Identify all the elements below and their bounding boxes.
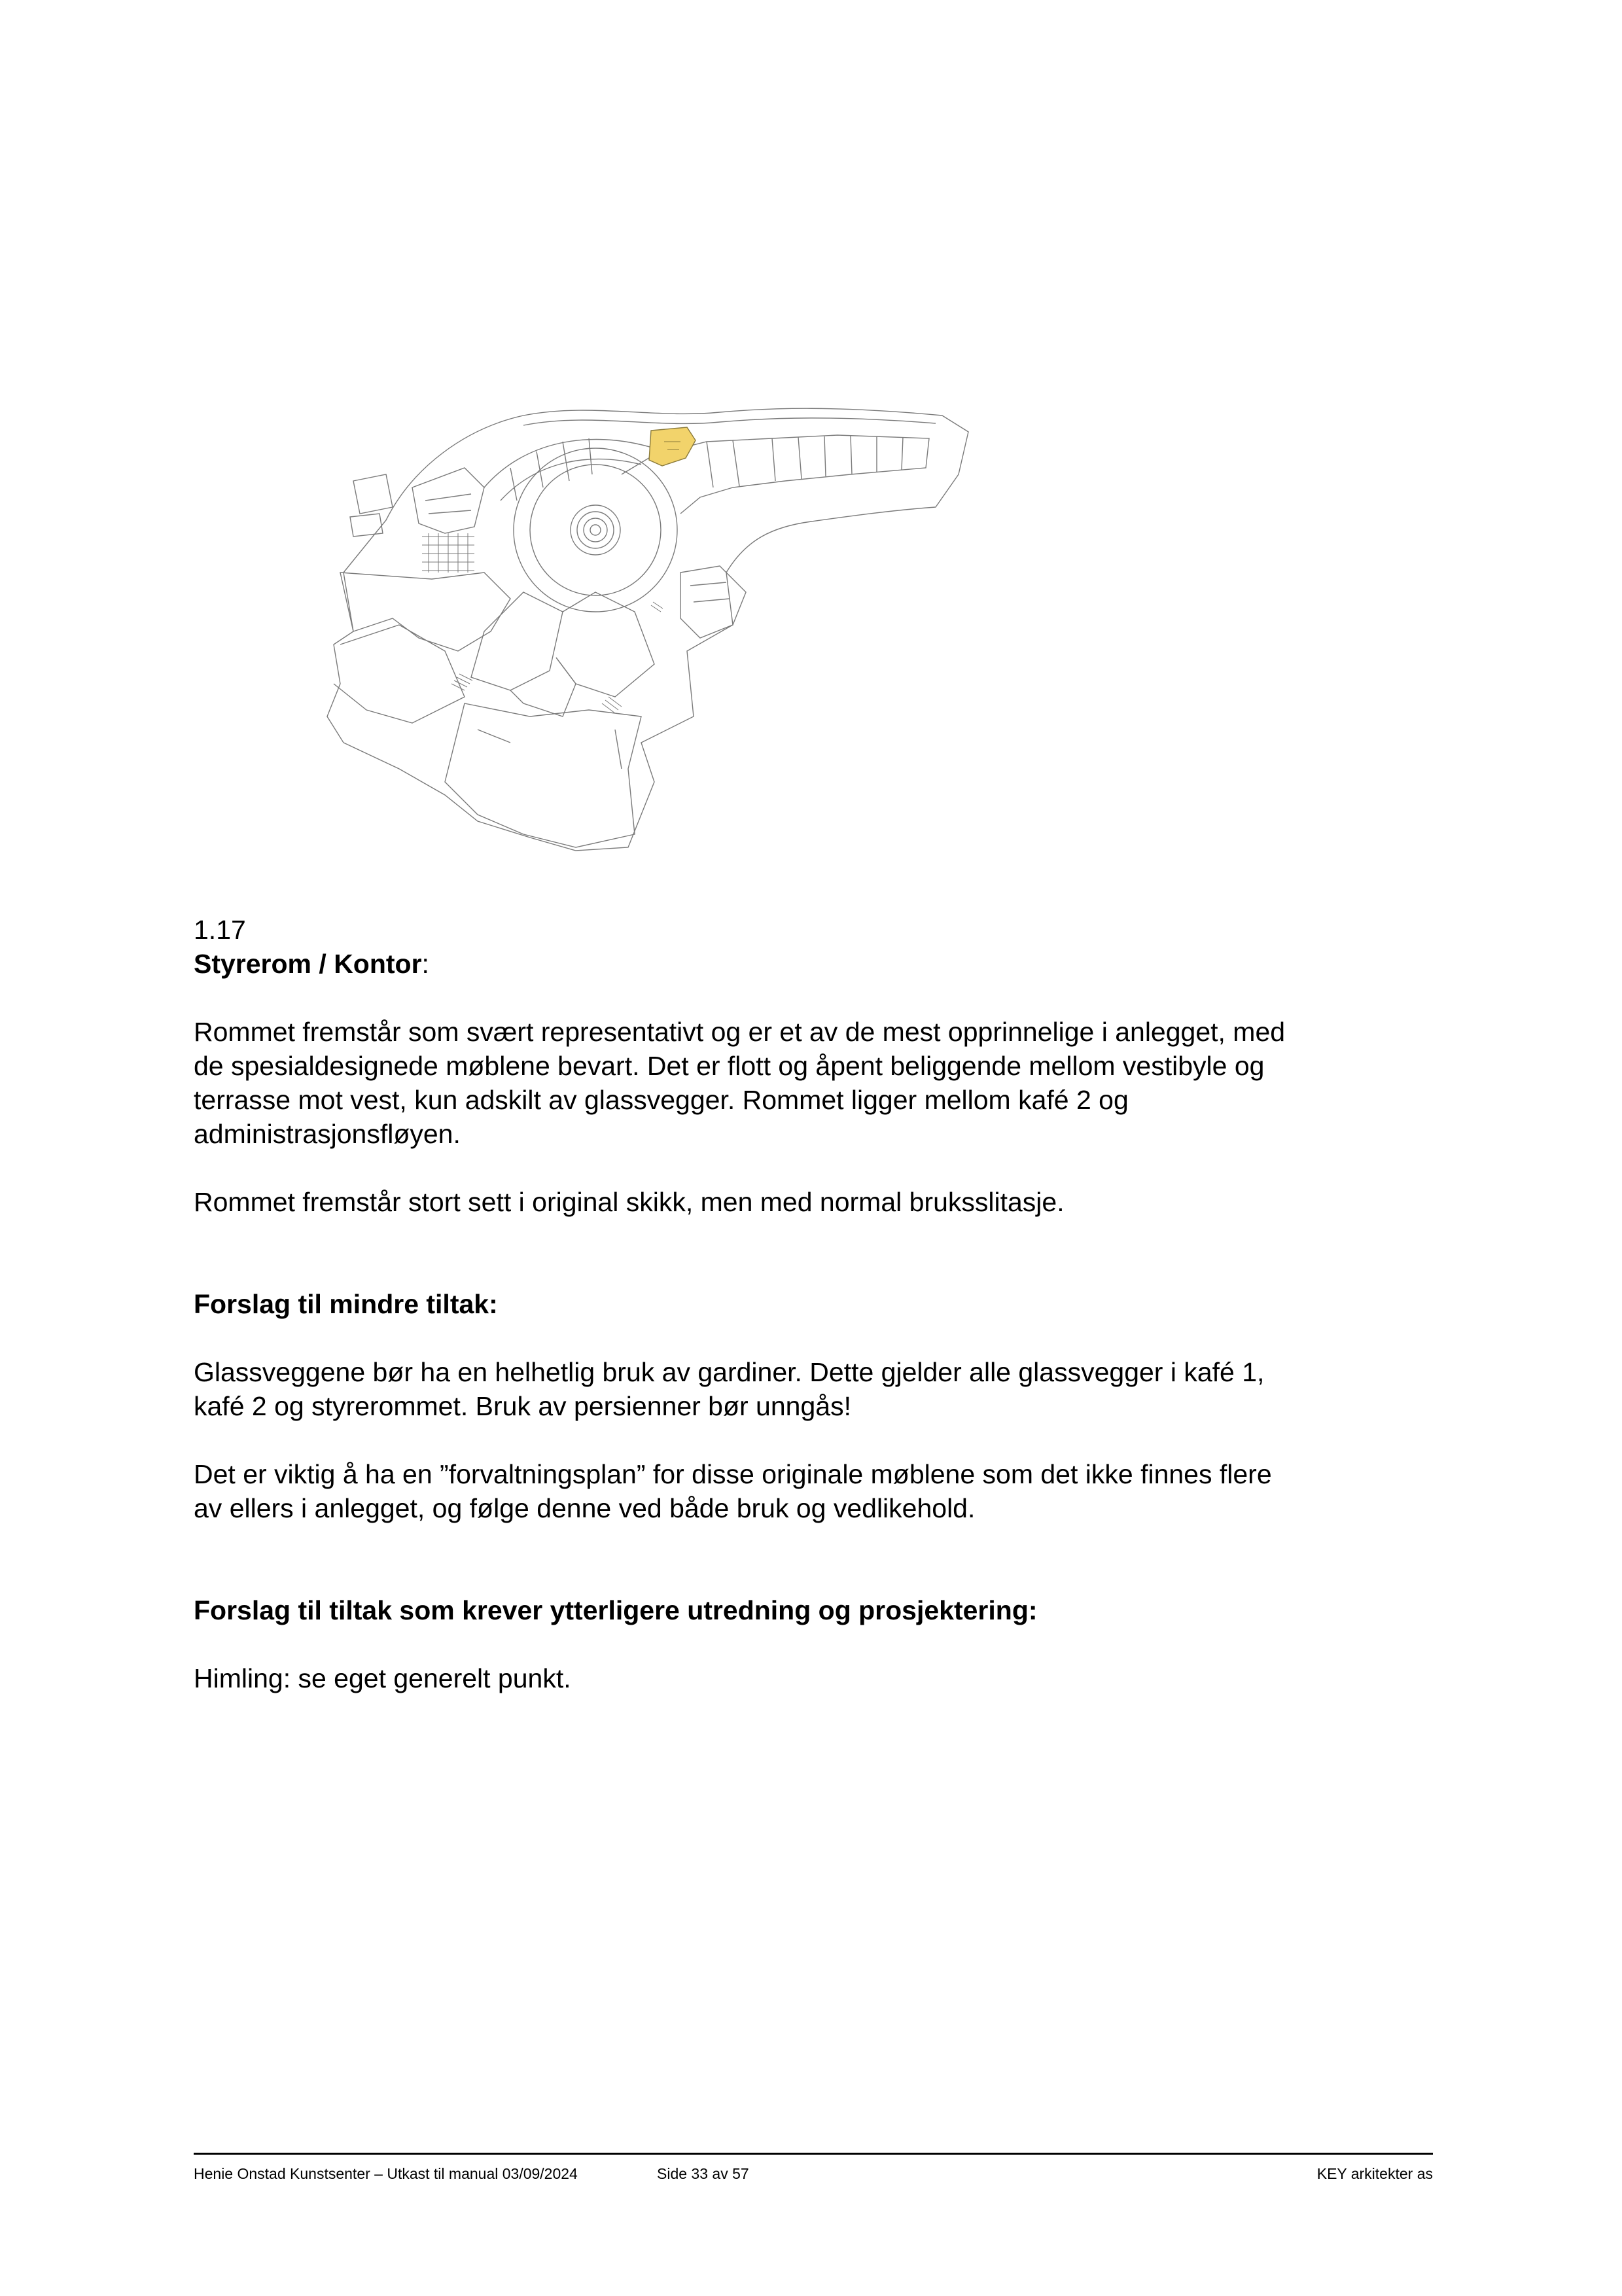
gallery-west xyxy=(340,573,510,651)
site-outline xyxy=(327,408,968,851)
paragraph-3-line-2: kafé 2 og styrerommet. Bruk av persienner bør unngås! xyxy=(194,1391,851,1421)
seating-grid xyxy=(422,533,474,573)
page-footer xyxy=(194,2153,1433,2182)
footer-company: KEY arkitekter as xyxy=(1316,2165,1433,2182)
section-title-colon: : xyxy=(421,949,429,979)
footer-page-number: Side 33 av 57 xyxy=(657,2165,749,2182)
paragraph-1-line-1: Rommet fremstår som svært representativt og er et av de mest opprinnelige i anlegget, med xyxy=(194,1017,1286,1047)
heading-further-measures: Forslag til tiltak som krever ytterligere utredning og prosjektering: xyxy=(194,1595,1038,1625)
paragraph-4-line-2: av ellers i anlegget, og følge denne ved både bruk og vedlikehold. xyxy=(194,1493,976,1523)
paragraph-5: Himling: se eget generelt punkt. xyxy=(194,1663,571,1693)
highlighted-room-styrerom xyxy=(649,427,696,466)
section-title xyxy=(194,947,1437,981)
footer-document-title: Henie Onstad Kunstsenter – Utkast til manual 03/09/2024 xyxy=(194,2165,578,2182)
rotunda-inner xyxy=(571,505,620,555)
floor-plan-lines xyxy=(327,408,968,851)
paragraph-1-line-3: terrasse mot vest, kun adskilt av glassvegger. Rommet ligger mellom kafé 2 og xyxy=(194,1085,1129,1115)
stairs xyxy=(451,602,663,713)
main-content xyxy=(194,913,1437,1695)
paragraph-1-line-4: administrasjonsfløyen. xyxy=(194,1119,461,1149)
paragraph-4-line-1: Det er viktig å ha en ”forvaltningsplan” for disse originale møblene som det ikke finnes flere xyxy=(194,1459,1272,1489)
heading-minor-measures: Forslag til mindre tiltak: xyxy=(194,1289,498,1319)
floor-plan-drawing xyxy=(314,376,995,860)
paragraph-3-line-1: Glassveggene bør ha en helhetlig bruk av gardiner. Dette gjelder alle glassvegger i kafé 1, xyxy=(194,1357,1265,1387)
paragraph-2: Rommet fremstår stort sett i original skikk, men med normal bruksslitasje. xyxy=(194,1187,1065,1217)
section-title-text: Styrerom / Kontor xyxy=(194,949,422,979)
paragraph-1-line-2: de spesialdesignede møblene bevart. Det er flott og åpent beliggende mellom vestibyle og xyxy=(194,1051,1265,1081)
section-number: 1.17 xyxy=(194,915,246,945)
nw-block xyxy=(412,468,484,533)
gallery-central xyxy=(471,592,563,690)
east-lobe xyxy=(680,566,746,638)
gallery-south xyxy=(445,703,641,847)
